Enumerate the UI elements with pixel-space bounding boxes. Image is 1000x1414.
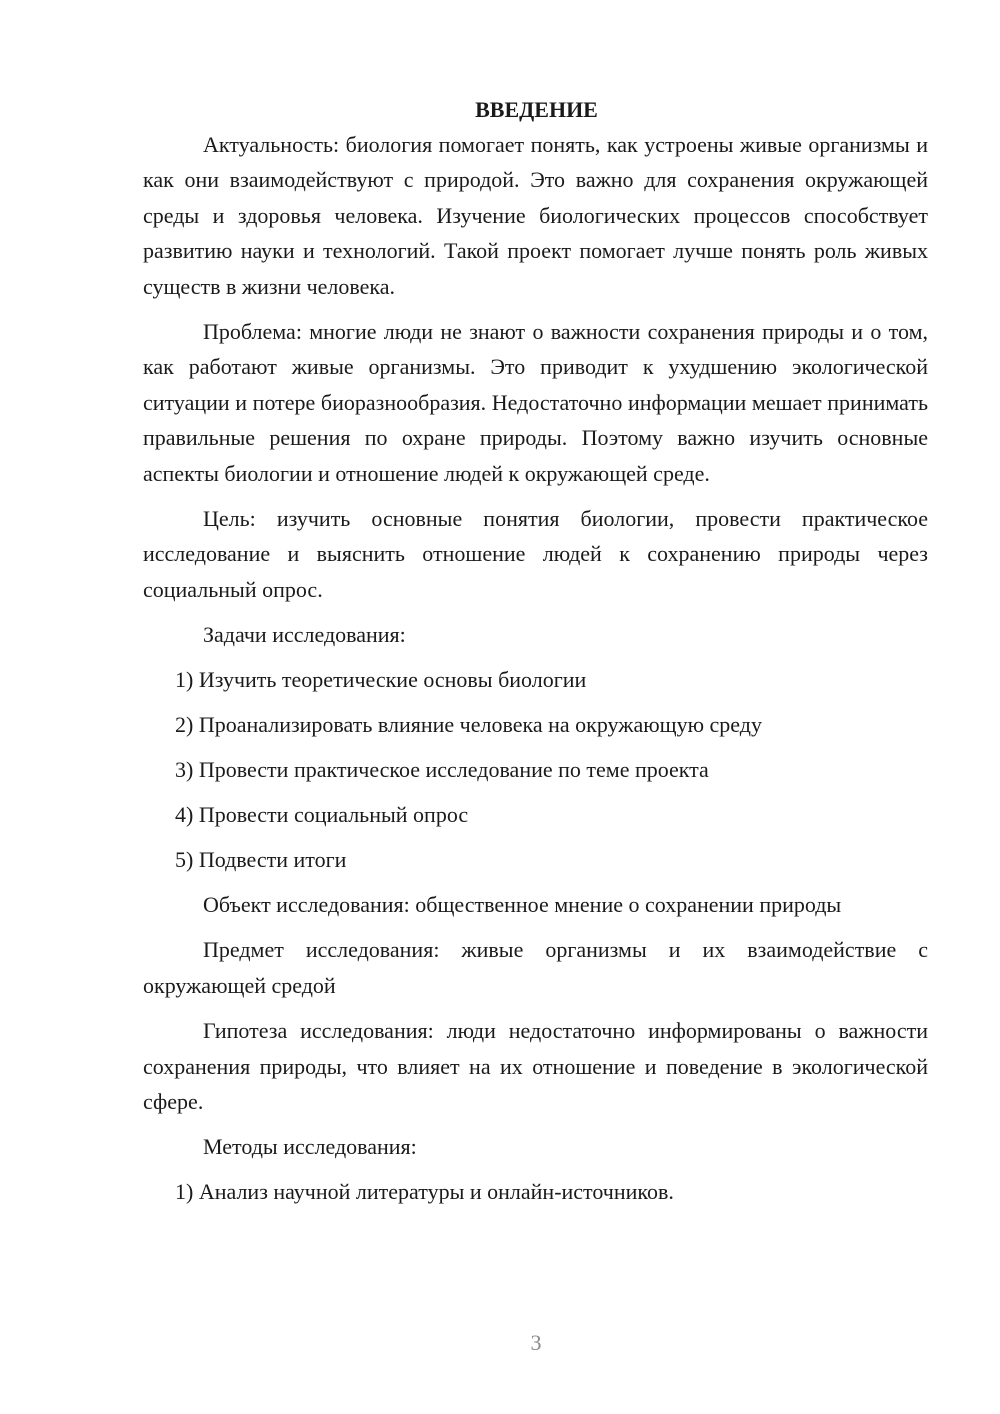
problem-paragraph: Проблема: многие люди не знают о важности сохранения природы и о том, как работают живые организмы. Это приводит к ухудшению экологической ситуации и потере биоразнообразия. Недостаточно информации мешает принимать правильные решения по охране природы. Поэтому важно изучить основные аспекты биологии и отношение людей к окружающей среде. [143,319,928,486]
subject-paragraph: Предмет исследования: живые организмы и их взаимодействие с окружающей средой [143,937,928,998]
methods-heading: Методы исследования: [203,1134,417,1160]
object-line: Объект исследования: общественное мнение о сохранении природы [203,892,842,918]
relevance-paragraph: Актуальность: биология помогает понять, как устроены живые организмы и как они взаимодействуют с природой. Это важно для сохранения окружающей среды и здоровья человека. Изучение биологических процессов способствует развитию науки и технологий. Такой проект помогает лучше понять роль живых существ в жизни человека. [143,132,928,299]
tasks-heading: Задачи исследования: [203,622,406,648]
method-item-1: 1) Анализ научной литературы и онлайн-источников. [175,1179,674,1205]
goal-paragraph: Цель: изучить основные понятия биологии, провести практическое исследование и выяснить отношение людей к сохранению природы через социальный опрос. [143,506,928,602]
section-title: ВВЕДЕНИЕ [475,97,598,122]
task-item-5: 5) Подвести итоги [175,847,347,873]
page-number: 3 [530,1330,542,1355]
task-item-3: 3) Провести практическое исследование по теме проекта [175,757,709,783]
task-item-1: 1) Изучить теоретические основы биологии [175,667,587,693]
task-item-2: 2) Проанализировать влияние человека на окружающую среду [175,712,762,738]
task-item-4: 4) Провести социальный опрос [175,802,469,828]
document-page [143,92,928,1219]
hypothesis-paragraph: Гипотеза исследования: люди недостаточно информированы о важности сохранения природы, что влияет на их отношение и поведение в экологической сфере. [143,1018,928,1114]
